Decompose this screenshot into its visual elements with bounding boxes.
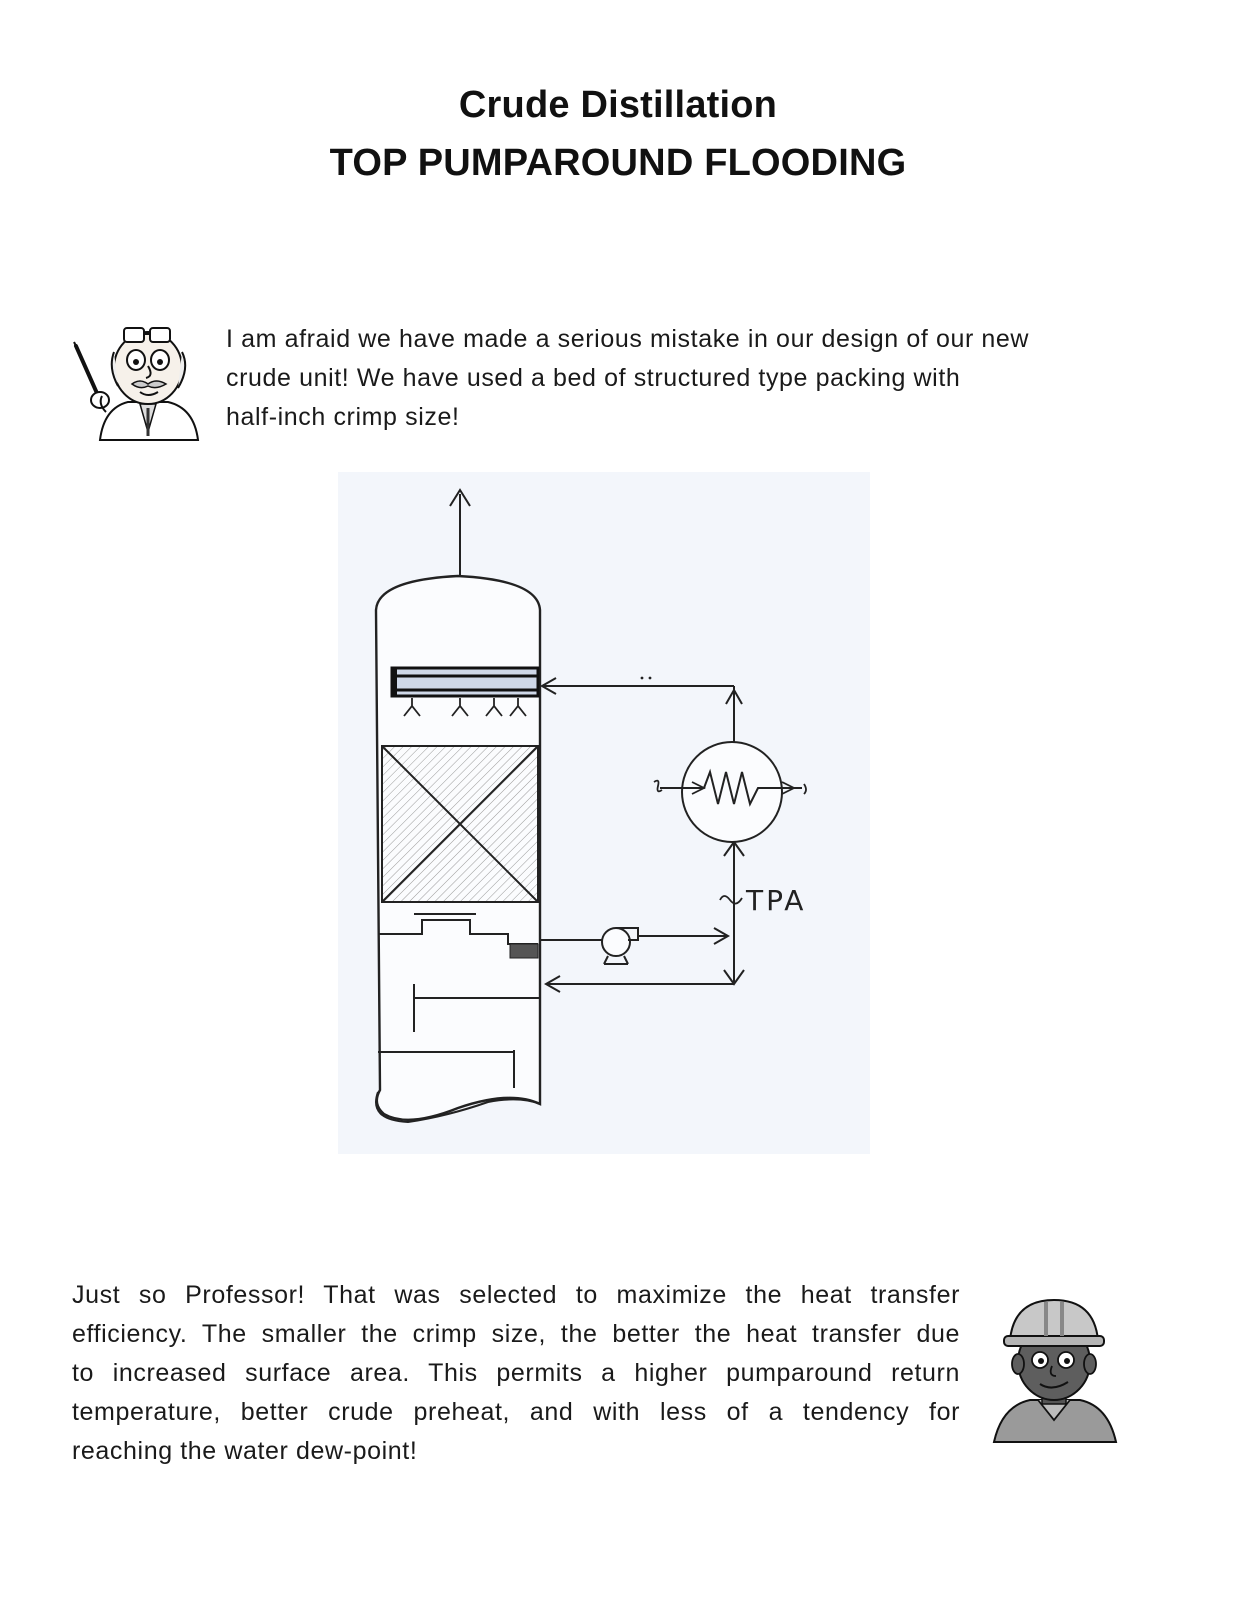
page-subtitle: TOP PUMPAROUND FLOODING <box>329 142 907 184</box>
professor-speech-line: crude unit! We have used a bed of structured type packing with <box>226 364 961 392</box>
tpa-label: TPA <box>746 884 807 917</box>
spray-distributor-pipe <box>392 668 538 696</box>
engineer-speech-line: reaching the water dew-point! <box>72 1437 418 1465</box>
draw-off-sump <box>510 944 538 958</box>
engineer-speech-line: to increased surface area. This permits a higher pumparound return <box>72 1359 960 1387</box>
column-sketch-diagram <box>338 472 870 1154</box>
engineer-speech-line: temperature, better crude preheat, and with less of a tendency for <box>72 1398 960 1426</box>
engineer-speech <box>72 1276 960 1471</box>
professor-speech-line: I am afraid we have made a serious mistake in our design of our new <box>226 325 1030 353</box>
engineer-speech-line: efficiency. The smaller the crimp size, the better the heat transfer due <box>72 1320 960 1348</box>
professor-speech-line: half-inch crimp size! <box>226 403 460 431</box>
engineer-speech-line: Just so Professor! That was selected to maximize the heat transfer <box>72 1281 960 1309</box>
pump-icon <box>602 928 638 964</box>
page-title: Crude Distillation <box>458 84 778 126</box>
professor-speech <box>226 320 1156 437</box>
engineer-hard-hat-icon <box>990 1296 1120 1444</box>
professor-with-pointer-icon <box>70 312 210 442</box>
heat-exchanger-icon <box>654 742 806 842</box>
